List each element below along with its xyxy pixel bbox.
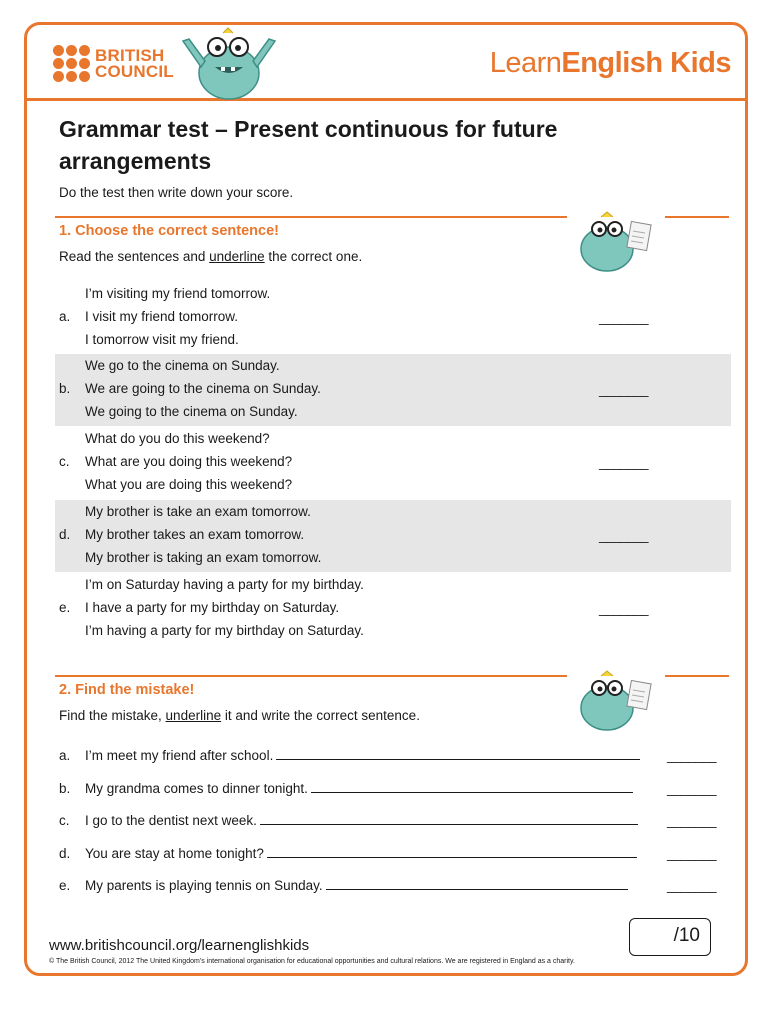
question-b xyxy=(55,354,731,426)
footer-copyright: © The British Council, 2012 The United Kingdom’s international organisation for educational opportunities and cultural relations. We are registered in England as a charity. xyxy=(49,958,575,965)
question-letter: e. xyxy=(59,600,71,615)
item-sentence[interactable]: My parents is playing tennis on Sunday. xyxy=(85,878,323,893)
section-2-rule-right xyxy=(665,675,729,677)
page-title: Grammar test – Present continuous for future arrangements xyxy=(59,116,558,174)
item-letter: e. xyxy=(59,878,71,893)
question-a xyxy=(55,282,731,354)
option-2[interactable]: I have a party for my birthday on Saturday. xyxy=(85,600,340,615)
option-1[interactable]: I’m on Saturday having a party for my birthday. xyxy=(85,577,364,592)
british-council-dots-icon xyxy=(53,45,90,82)
option-2[interactable]: My brother takes an exam tomorrow. xyxy=(85,527,305,542)
option-2[interactable]: I visit my friend tomorrow. xyxy=(85,309,239,324)
score-blank[interactable]: _______ xyxy=(667,781,717,796)
section-2-instruction: Find the mistake, underline it and write the correct sentence. xyxy=(59,708,420,723)
option-2[interactable]: What are you doing this weekend? xyxy=(85,454,293,469)
section-1-title: 1. Choose the correct sentence! xyxy=(59,223,279,239)
option-3[interactable]: We going to the cinema on Sunday. xyxy=(85,404,298,419)
section-2-title: 2. Find the mistake! xyxy=(59,682,195,698)
option-1[interactable]: My brother is take an exam tomorrow. xyxy=(85,504,311,519)
item-sentence[interactable]: My grandma comes to dinner tonight. xyxy=(85,781,308,796)
answer-line[interactable] xyxy=(326,878,628,890)
option-3[interactable]: I’m having a party for my birthday on Saturday. xyxy=(85,623,364,638)
score-blank[interactable]: _______ xyxy=(599,455,649,470)
logo-english-kids: English Kids xyxy=(561,47,731,79)
option-3[interactable]: What you are doing this weekend? xyxy=(85,477,293,492)
score-blank[interactable]: _______ xyxy=(599,528,649,543)
answer-line[interactable] xyxy=(260,813,638,825)
question-letter: c. xyxy=(59,454,70,469)
score-blank[interactable]: _______ xyxy=(599,310,649,325)
score-blank[interactable]: _______ xyxy=(599,382,649,397)
option-1[interactable]: What do you do this weekend? xyxy=(85,431,270,446)
score-blank[interactable]: _______ xyxy=(599,601,649,616)
intro-text: Do the test then write down your score. xyxy=(59,185,294,200)
question-c xyxy=(55,427,731,499)
learnenglish-kids-logo xyxy=(490,47,731,80)
question-d xyxy=(55,500,731,572)
question-e xyxy=(55,573,731,645)
section-1-rule-left xyxy=(55,216,567,218)
score-blank[interactable]: _______ xyxy=(667,878,717,893)
brand-line-1: BRITISH xyxy=(95,45,165,65)
option-3[interactable]: I tomorrow visit my friend. xyxy=(85,332,239,347)
item-letter: d. xyxy=(59,846,71,861)
answer-line[interactable] xyxy=(267,846,637,858)
item-sentence[interactable]: I go to the dentist next week. xyxy=(85,813,257,828)
footer-url[interactable]: www.britishcouncil.org/learnenglishkids xyxy=(49,937,310,954)
score-total: /10 xyxy=(673,925,700,946)
section-1-rule-right xyxy=(665,216,729,218)
item-sentence[interactable]: I’m meet my friend after school. xyxy=(85,748,274,763)
reading-mascot-icon xyxy=(571,209,661,275)
logo-learn: Learn xyxy=(489,47,562,79)
option-3[interactable]: My brother is taking an exam tomorrow. xyxy=(85,550,322,565)
answer-line[interactable] xyxy=(311,781,633,793)
score-blank[interactable]: _______ xyxy=(667,748,717,763)
section-1-instruction: Read the sentences and underline the correct one. xyxy=(59,249,363,264)
score-blank[interactable]: _______ xyxy=(667,846,717,861)
score-blank[interactable]: _______ xyxy=(667,813,717,828)
item-letter: b. xyxy=(59,781,71,796)
option-1[interactable]: I’m visiting my friend tomorrow. xyxy=(85,286,271,301)
british-council-logo xyxy=(53,45,174,82)
score-box[interactable] xyxy=(629,918,711,956)
reading-mascot-icon xyxy=(571,668,661,734)
question-letter: a. xyxy=(59,309,71,324)
option-2[interactable]: We are going to the cinema on Sunday. xyxy=(85,381,321,396)
header xyxy=(27,25,745,101)
option-1[interactable]: We go to the cinema on Sunday. xyxy=(85,358,280,373)
monster-mascot-icon xyxy=(173,27,285,103)
brand-line-2: COUNCIL xyxy=(95,61,174,81)
question-letter: d. xyxy=(59,527,71,542)
answer-line[interactable] xyxy=(276,748,640,760)
section-2-rule-left xyxy=(55,675,567,677)
question-letter: b. xyxy=(59,381,71,396)
item-letter: c. xyxy=(59,813,70,828)
item-sentence[interactable]: You are stay at home tonight? xyxy=(85,846,264,861)
worksheet-frame xyxy=(24,22,748,976)
item-letter: a. xyxy=(59,748,71,763)
